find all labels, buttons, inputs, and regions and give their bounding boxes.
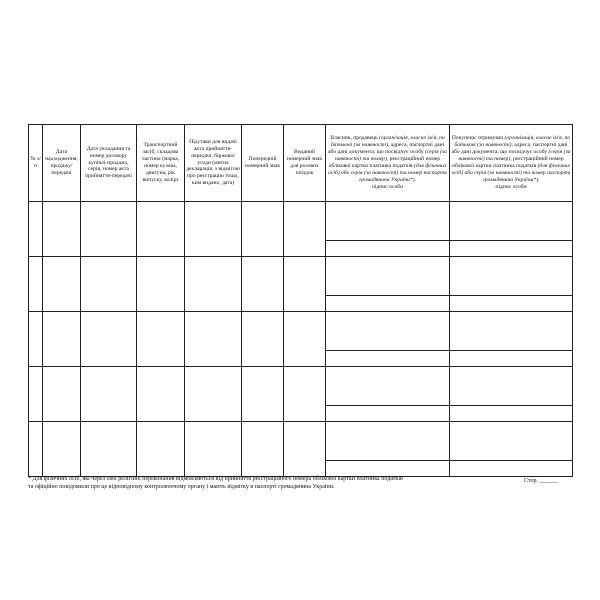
owner-cell[interactable] — [326, 422, 450, 477]
table-cell[interactable] — [137, 367, 185, 422]
table-cell[interactable] — [43, 367, 81, 422]
page-number-label: Стор. ______ — [524, 478, 558, 484]
table-cell[interactable] — [81, 312, 137, 367]
signature-divider — [450, 240, 572, 241]
signature-divider — [450, 350, 572, 351]
header-issued-number: Виданий номерний знак для розових поїздок — [284, 125, 326, 202]
table-cell[interactable] — [81, 257, 137, 312]
table-cell[interactable] — [185, 202, 242, 257]
table-cell[interactable] — [242, 312, 284, 367]
table-cell[interactable] — [284, 312, 326, 367]
owner-sign: підпис особи — [371, 183, 404, 190]
table-cell[interactable] — [242, 202, 284, 257]
table-cell[interactable] — [43, 202, 81, 257]
buyer-cell[interactable] — [450, 312, 573, 367]
table-cell[interactable] — [284, 202, 326, 257]
table-cell[interactable] — [242, 257, 284, 312]
buyer-line2-note: (серія (за наявності) та номер), — [458, 149, 571, 163]
table-body — [29, 202, 573, 477]
owner-line2: адреса, паспортні дані або дані документа, що посвідчує особу — [328, 142, 445, 156]
table-cell[interactable] — [43, 422, 81, 477]
table-row — [29, 367, 573, 422]
signature-divider — [450, 295, 572, 296]
owner-line1-note: (організація, власне ім'я, по батькові (за наявності), — [330, 135, 445, 149]
table-cell[interactable] — [284, 422, 326, 477]
table-cell[interactable] — [284, 257, 326, 312]
footnote — [28, 476, 498, 492]
owner-cell[interactable] — [326, 367, 450, 422]
header-buyer — [450, 125, 573, 202]
register-table — [28, 124, 573, 477]
table-cell[interactable] — [81, 202, 137, 257]
signature-divider — [326, 240, 449, 241]
table-cell[interactable] — [137, 312, 185, 367]
table-row — [29, 422, 573, 477]
owner-line1: Власник, продавець — [330, 135, 378, 142]
header-date-arrival: Дата надходження, продажу/передачі — [43, 125, 81, 202]
header-vehicle: Транспортний засіб, складова частина (марка, номер кузова, двигуна, рік випуску, колір) — [137, 125, 185, 202]
header-grounds: Підстави для видачі акта прийняття-передачі, біржової угоди (митна декларація, з відмітою про реєстрацію тощо, ким видано, дата) — [185, 125, 242, 202]
signature-divider — [326, 295, 449, 296]
table-cell[interactable] — [137, 422, 185, 477]
table-cell[interactable] — [29, 202, 43, 257]
owner-line3: реєстраційний номер облікової картки платника податків — [328, 156, 441, 169]
header-owner — [326, 125, 450, 202]
buyer-line3: реєстраційний номер облікової картки платника податків — [452, 156, 564, 169]
table-cell[interactable] — [137, 202, 185, 257]
table-cell[interactable] — [29, 257, 43, 312]
buyer-line3-note: (для фізичних осіб) або серія (за наявності) та номер паспорта громадянина України*), — [451, 163, 571, 183]
buyer-line1-note: (організація, власне ім'я, по батькові (за наявності), — [454, 135, 571, 149]
table-cell[interactable] — [43, 257, 81, 312]
table-cell[interactable] — [81, 367, 137, 422]
table-cell[interactable] — [242, 422, 284, 477]
owner-line2-note: (серія (за наявності) та номер), — [334, 149, 447, 163]
table-cell[interactable] — [185, 367, 242, 422]
buyer-cell[interactable] — [450, 202, 573, 257]
header-row — [29, 125, 573, 202]
buyer-cell[interactable] — [450, 367, 573, 422]
header-contract-date: Дата укладання та номер договору купівлі-продажу, серія, номер акта прийняття-передачі — [81, 125, 137, 202]
table-cell[interactable] — [242, 367, 284, 422]
owner-cell[interactable] — [326, 257, 450, 312]
buyer-cell[interactable] — [450, 257, 573, 312]
table-row — [29, 312, 573, 367]
table-cell[interactable] — [29, 367, 43, 422]
signature-divider — [326, 350, 449, 351]
table-cell[interactable] — [29, 312, 43, 367]
table-cell[interactable] — [284, 367, 326, 422]
buyer-line2: адреса, паспортні дані або дані документа, що посвідчує особу — [451, 142, 568, 156]
table-cell[interactable] — [43, 312, 81, 367]
signature-divider — [326, 460, 449, 461]
buyer-sign: підпис особи — [495, 183, 527, 190]
table-cell[interactable] — [81, 422, 137, 477]
table-cell[interactable] — [137, 257, 185, 312]
table-cell[interactable] — [185, 257, 242, 312]
owner-cell[interactable] — [326, 312, 450, 367]
owner-line3-note: (для фізичних осіб) або серія (за наявності) та номер паспорта громадянина України*), — [328, 163, 447, 183]
buyer-line1: Покупець/ отримувач — [451, 135, 504, 142]
signature-divider — [326, 405, 449, 406]
table-cell[interactable] — [185, 422, 242, 477]
owner-cell[interactable] — [326, 202, 450, 257]
table-cell[interactable] — [185, 312, 242, 367]
footnote-line2: та офіційно повідомили про це відповідному контролюючому органу і мають відмітку в паспорті громадянина України. — [28, 483, 335, 490]
buyer-cell[interactable] — [450, 422, 573, 477]
signature-divider — [450, 460, 572, 461]
signature-divider — [450, 405, 572, 406]
footnote-line1: * Для фізичних осіб, які через свої релігійні переконання відмовляються від прийняття реєстраційного номера облікової картки платника податків — [28, 476, 403, 482]
header-prev-number: Попередній номерний знак — [242, 125, 284, 202]
table-row — [29, 202, 573, 257]
table-row — [29, 257, 573, 312]
header-no: № з/п — [29, 125, 43, 202]
table-cell[interactable] — [29, 422, 43, 477]
